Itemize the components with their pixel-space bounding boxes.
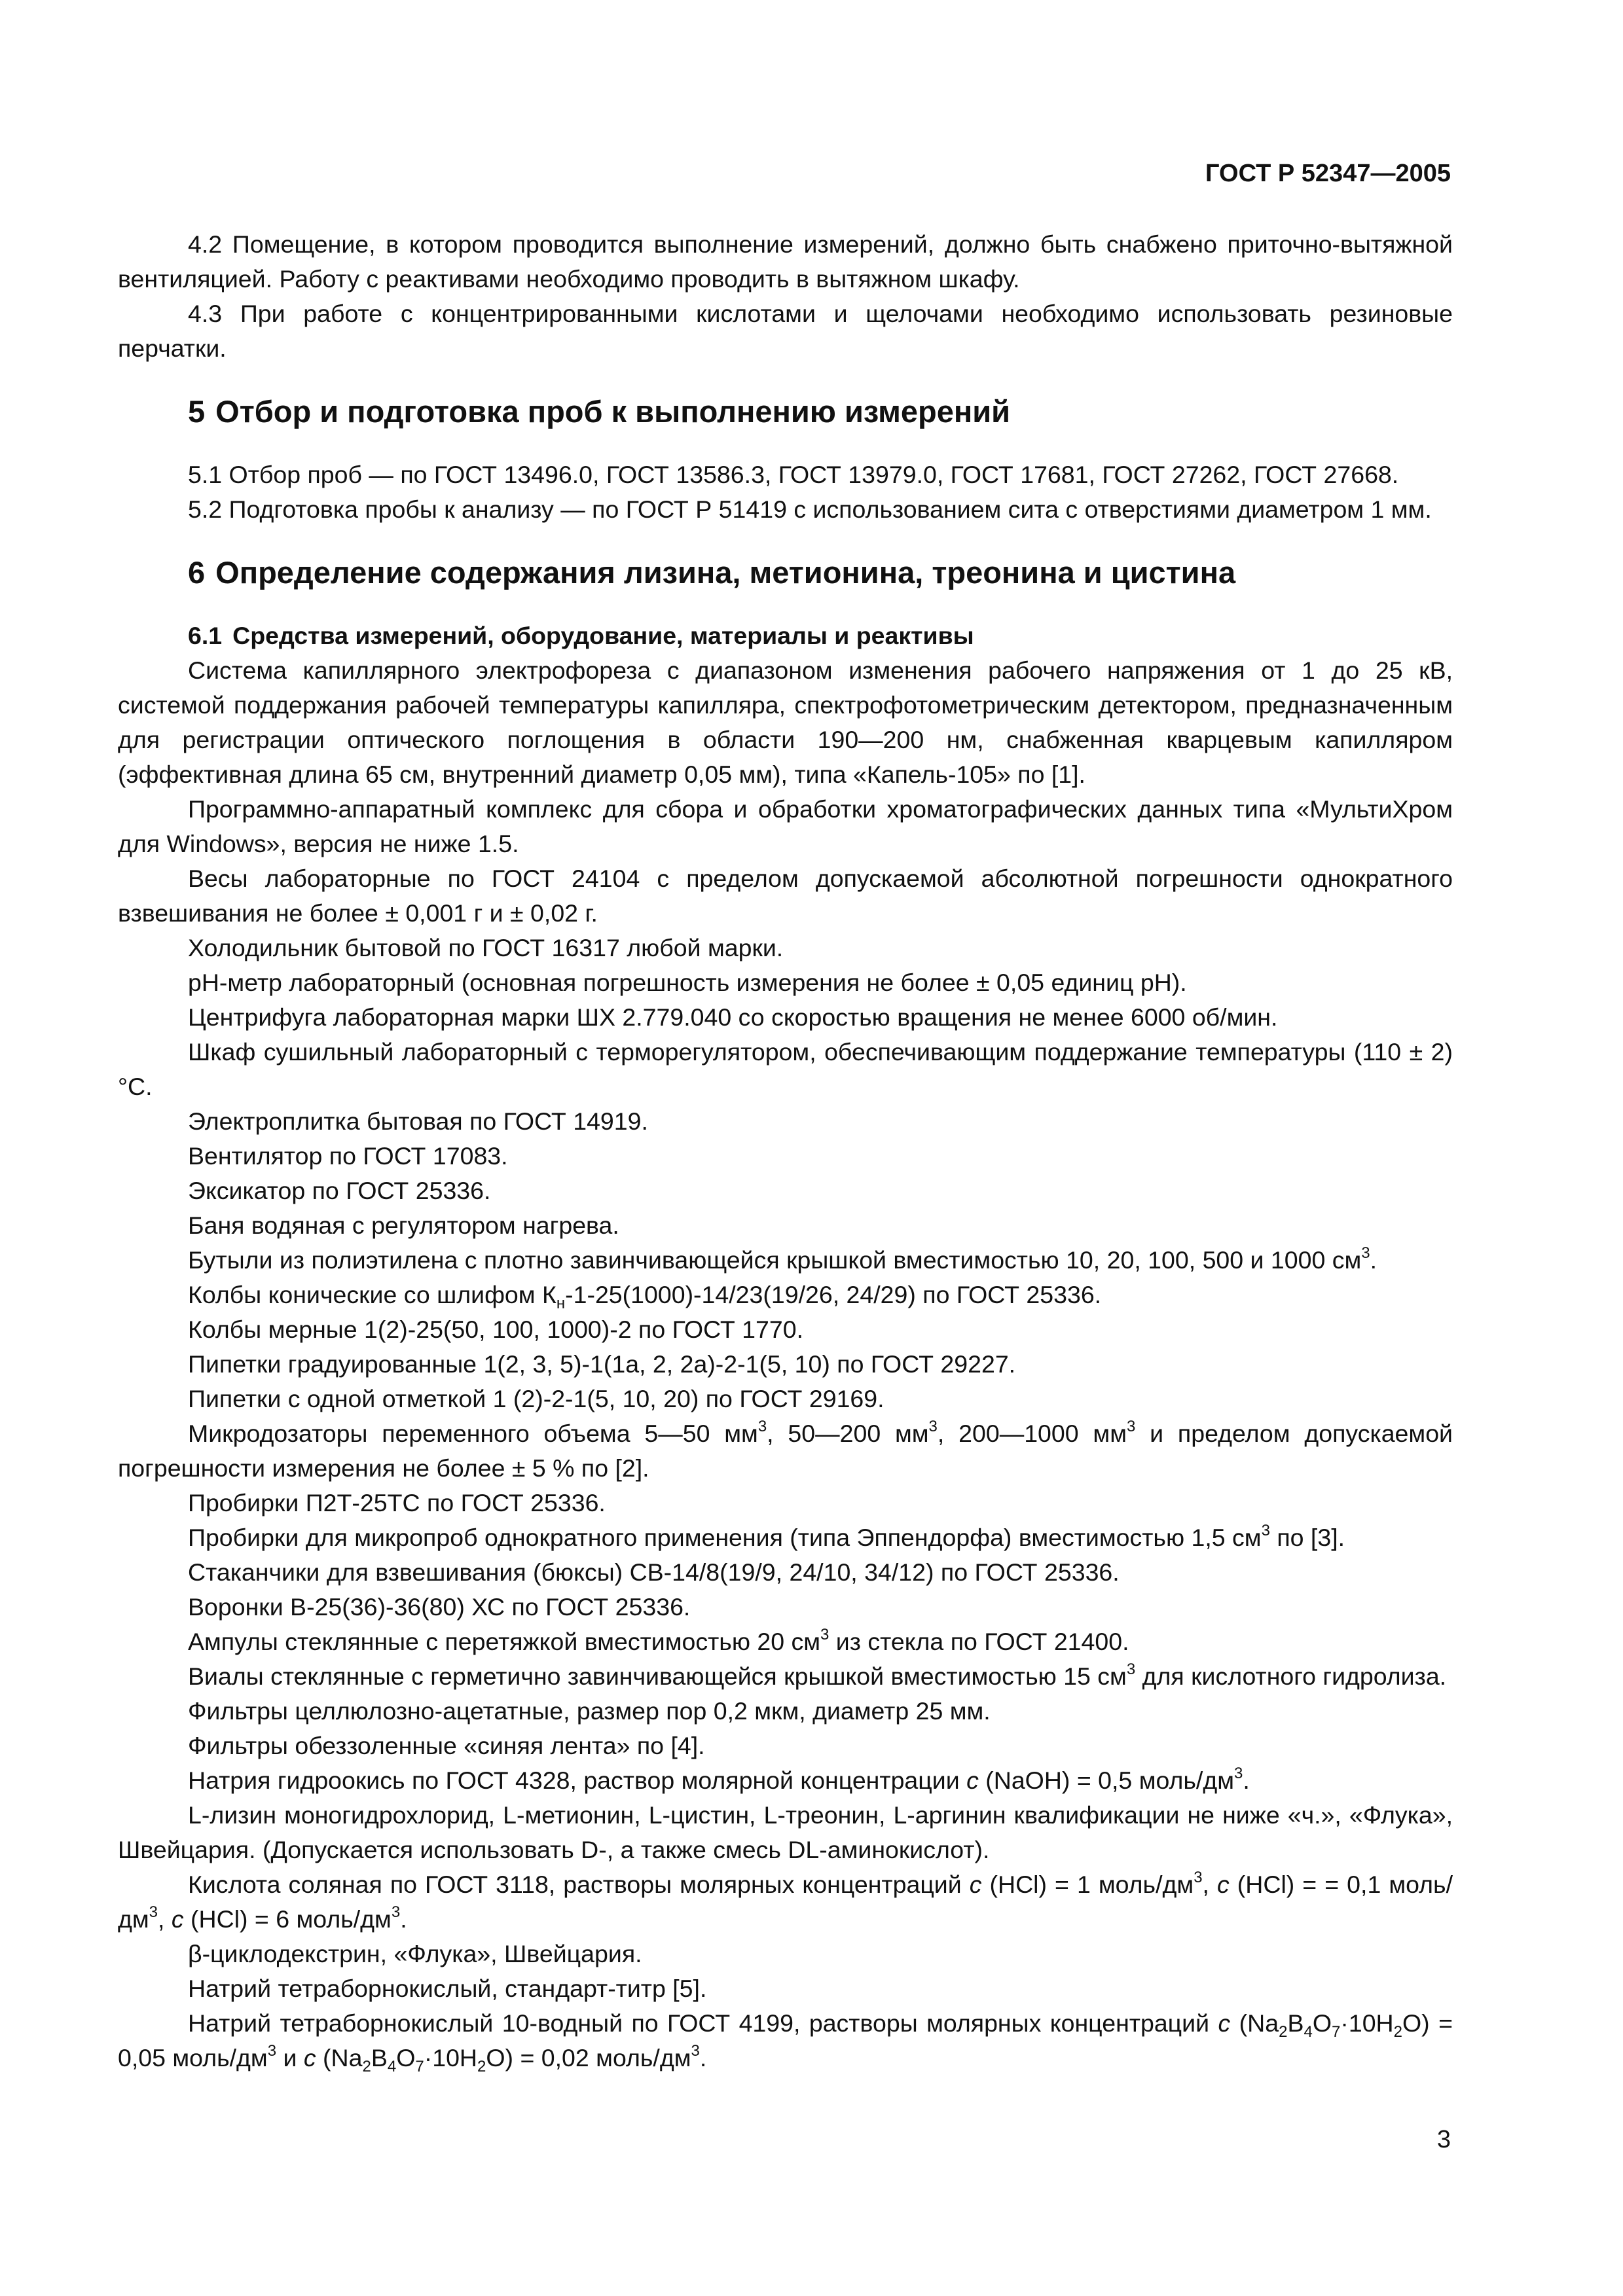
- equipment-item: Воронки В-25(36)-36(80) ХС по ГОСТ 25336.: [188, 1593, 691, 1621]
- reagent-borax-titr: Натрий тетраборнокислый, стандарт-титр [5].: [188, 1975, 707, 2002]
- equipment-item-dispensers: [118, 1416, 1453, 1486]
- reagent-borax: [118, 2006, 1453, 2075]
- equipment-item: Фильтры обеззоленные «синяя лента» по [4].: [188, 1732, 705, 1759]
- section-5-heading: [118, 392, 1453, 431]
- superscript: 3: [391, 1903, 401, 1921]
- equipment-item: Пипетки с одной отметкой 1 (2)-2-1(5, 10, 20) по ГОСТ 29169.: [188, 1385, 884, 1412]
- superscript: 3: [928, 1418, 938, 1435]
- page-content: [118, 227, 1453, 2075]
- superscript: 3: [1127, 1418, 1136, 1435]
- text-run: , 50—200 мм: [767, 1420, 929, 1447]
- superscript: 3: [1126, 1660, 1136, 1678]
- text-run: Бутыли из полиэтилена с плотно завинчивающейся крышкой вместимостью 10, 20, 100, 500 и 1000 см: [188, 1246, 1362, 1274]
- text-run: .: [1243, 1767, 1250, 1794]
- text-run: ·10H: [1340, 2009, 1394, 2037]
- section-6-heading: [118, 553, 1453, 592]
- text-run: (HCl) = 1 моль/дм: [981, 1871, 1194, 1898]
- subscript: 4: [1304, 2023, 1313, 2041]
- section-6-number: 6: [188, 555, 206, 590]
- text-run: ·10H: [424, 2044, 478, 2072]
- text-run: Ампулы стеклянные с перетяжкой вместимостью 20 см: [188, 1628, 821, 1655]
- superscript: 3: [757, 1418, 767, 1435]
- text-run: (HCl) = = 0,1 моль/дм: [118, 1871, 1453, 1933]
- text-run: , 200—1000 мм: [937, 1420, 1127, 1447]
- text-run: Натрий тетраборнокислый 10-водный по ГОСТ 4199, растворы молярных концентраций: [188, 2009, 1218, 2037]
- paragraph-4-3: 4.3 При работе с концентрированными кислотами и щелочами необходимо использовать резиновые перчатки.: [118, 300, 1453, 362]
- equipment-item-flasks-conical: [118, 1278, 1453, 1312]
- section-5-title: Отбор и подготовка проб к выполнению измерений: [215, 394, 1011, 429]
- page-number: 3: [1436, 2126, 1451, 2153]
- superscript: 3: [820, 1626, 830, 1643]
- equipment-item: Весы лабораторные по ГОСТ 24104 с пределом допускаемой абсолютной погрешности однократного взвешивания не более ± 0,001 г и ± 0,02 г.: [118, 865, 1453, 927]
- equipment-item-microtubes: [118, 1520, 1453, 1555]
- equipment-item: Пипетки градуированные 1(2, 3, 5)-1(1а, 2, 2а)-2-1(5, 10) по ГОСТ 29227.: [188, 1350, 1016, 1378]
- equipment-item: Вентилятор по ГОСТ 17083.: [188, 1142, 508, 1170]
- superscript: 3: [1361, 1244, 1370, 1262]
- equipment-item: Стаканчики для взвешивания (бюксы) СВ-14/8(19/9, 24/10, 34/12) по ГОСТ 25336.: [188, 1558, 1120, 1586]
- subscript: 2: [1279, 2023, 1288, 2041]
- text-run: из стекла по ГОСТ 21400.: [829, 1628, 1129, 1655]
- text-run: O: [396, 2044, 416, 2072]
- concentration-symbol: с: [303, 2044, 316, 2072]
- text-run: O) = 0,05 моль/дм: [118, 2009, 1453, 2072]
- subscript: 2: [362, 2058, 371, 2075]
- text-run: по [3].: [1269, 1524, 1345, 1551]
- subsection-6-1-heading: [118, 619, 1453, 653]
- superscript: 3: [691, 2042, 700, 2060]
- document-header: ГОСТ Р 52347—2005: [1205, 160, 1451, 187]
- text-run: ,: [1202, 1871, 1218, 1898]
- superscript: 3: [267, 2042, 277, 2060]
- subsection-6-1-title: Средства измерений, оборудование, материалы и реактивы: [232, 622, 974, 649]
- equipment-item: Баня водяная с регулятором нагрева.: [188, 1211, 619, 1239]
- concentration-symbol: с: [966, 1767, 979, 1794]
- text-run: B: [371, 2044, 388, 2072]
- concentration-symbol: с: [171, 1905, 184, 1933]
- section-6-title: Определение содержания лизина, метионина, треонина и цистина: [215, 555, 1236, 590]
- equipment-item: Программно-аппаратный комплекс для сбора и обработки хроматографических данных типа «МультиХром для Windows», версия не ниже 1.5.: [118, 795, 1453, 857]
- superscript: 3: [149, 1903, 158, 1921]
- reagent-hcl: [118, 1867, 1453, 1937]
- text-run: (NaOH) = 0,5 моль/дм: [978, 1767, 1235, 1794]
- equipment-item: Колбы мерные 1(2)-25(50, 100, 1000)-2 по ГОСТ 1770.: [188, 1316, 803, 1343]
- text-run: Натрия гидроокись по ГОСТ 4328, раствор молярной концентрации: [188, 1767, 967, 1794]
- section-5-number: 5: [188, 394, 206, 429]
- equipment-item: Система капиллярного электрофореза с диапазоном изменения рабочего напряжения от 1 до 25 кВ, системой поддержания рабочей температуры капилляра, спектрофотометрическим детектором, предназначенным для регистрации оптического поглощения в области 190—200 нм, снабженная кварцевым капилляром (эффективная длина 65 см, внутренний диаметр 0,05 мм), типа «Капель-105» по [1].: [118, 656, 1453, 788]
- equipment-item: Холодильник бытовой по ГОСТ 16317 любой марки.: [188, 934, 784, 961]
- concentration-symbol: с: [1217, 1871, 1230, 1898]
- text-run: (Na: [1230, 2009, 1279, 2037]
- paragraph-5-2: 5.2 Подготовка пробы к анализу — по ГОСТ Р 51419 с использованием сита с отверстиями диаметром 1 мм.: [188, 495, 1432, 523]
- text-run: .: [400, 1905, 407, 1933]
- text-run: Кислота соляная по ГОСТ 3118, растворы молярных концентраций: [188, 1871, 970, 1898]
- equipment-item: Шкаф сушильный лабораторный с терморегулятором, обеспечивающим поддержание температуры (110 ± 2) °С.: [118, 1038, 1453, 1100]
- reagent-amino-acids: L-лизин моногидрохлорид, L-метионин, L-цистин, L-треонин, L-аргинин квалификации не ниже «ч.», «Флука», Швейцария. (Допускается использовать D-, а также смесь DL-аминокислот).: [118, 1801, 1453, 1863]
- subscript: н: [556, 1295, 566, 1312]
- subscript: 2: [477, 2058, 486, 2075]
- reagent-cyclodextrin: β-циклодекстрин, «Флука», Швейцария.: [188, 1940, 642, 1967]
- text-run: .: [699, 2044, 707, 2072]
- text-run: ,: [158, 1905, 172, 1933]
- text-run: O: [1312, 2009, 1332, 2037]
- text-run: .: [1370, 1246, 1377, 1274]
- paragraph-4-2: 4.2 Помещение, в котором проводится выполнение измерений, должно быть снабжено приточно-вытяжной вентиляцией. Работу с реактивами необходимо проводить в вытяжном шкафу.: [118, 230, 1453, 293]
- equipment-item: рН-метр лабораторный (основная погрешность измерения не более ± 0,05 единиц рН).: [188, 969, 1187, 996]
- text-run: Виалы стеклянные с герметично завинчивающейся крышкой вместимостью 15 см: [188, 1662, 1127, 1690]
- superscript: 3: [1234, 1765, 1243, 1782]
- superscript: 3: [1261, 1522, 1270, 1539]
- equipment-item: Центрифуга лабораторная марки ШХ 2.779.040 со скоростью вращения не менее 6000 об/мин.: [188, 1003, 1278, 1031]
- equipment-item: Фильтры целлюлозно-ацетатные, размер пор 0,2 мкм, диаметр 25 мм.: [188, 1697, 991, 1725]
- text-run: и: [276, 2044, 304, 2072]
- text-run: для кислотного гидролиза.: [1135, 1662, 1447, 1690]
- equipment-item: Эксикатор по ГОСТ 25336.: [188, 1177, 491, 1204]
- text-run: Пробирки для микропроб однократного применения (типа Эппендорфа) вместимостью 1,5 см: [188, 1524, 1262, 1551]
- text-run: Микродозаторы переменного объема 5—50 мм: [188, 1420, 758, 1447]
- text-run: B: [1287, 2009, 1304, 2037]
- subscript: 2: [1393, 2023, 1402, 2041]
- text-run: O) = 0,02 моль/дм: [486, 2044, 691, 2072]
- text-run: (HCl) = 6 моль/дм: [183, 1905, 392, 1933]
- subscript: 7: [1332, 2023, 1341, 2041]
- equipment-item: Электроплитка бытовая по ГОСТ 14919.: [188, 1107, 648, 1135]
- paragraph-5-1: 5.1 Отбор проб — по ГОСТ 13496.0, ГОСТ 13586.3, ГОСТ 13979.0, ГОСТ 17681, ГОСТ 27262, ГОСТ 27668.: [188, 461, 1399, 488]
- concentration-symbol: с: [969, 1871, 982, 1898]
- equipment-item-bottles: [118, 1243, 1453, 1278]
- equipment-item: Пробирки П2Т-25ТС по ГОСТ 25336.: [188, 1489, 606, 1516]
- subscript: 4: [387, 2058, 397, 2075]
- concentration-symbol: с: [1218, 2009, 1231, 2037]
- equipment-item-vials: [118, 1659, 1453, 1694]
- text-run: (Na: [316, 2044, 363, 2072]
- equipment-item-ampoules: [118, 1624, 1453, 1659]
- reagent-naoh: [118, 1763, 1453, 1798]
- subscript: 7: [415, 2058, 424, 2075]
- text-run: и пределом допускаемой погрешности измерения не более ± 5 % по [2].: [118, 1420, 1453, 1482]
- text-run: Колбы конические со шлифом К: [188, 1281, 556, 1308]
- text-run: -1-25(1000)-14/23(19/26, 24/29) по ГОСТ 25336.: [565, 1281, 1102, 1308]
- superscript: 3: [1194, 1869, 1203, 1886]
- subsection-6-1-number: 6.1: [188, 622, 223, 649]
